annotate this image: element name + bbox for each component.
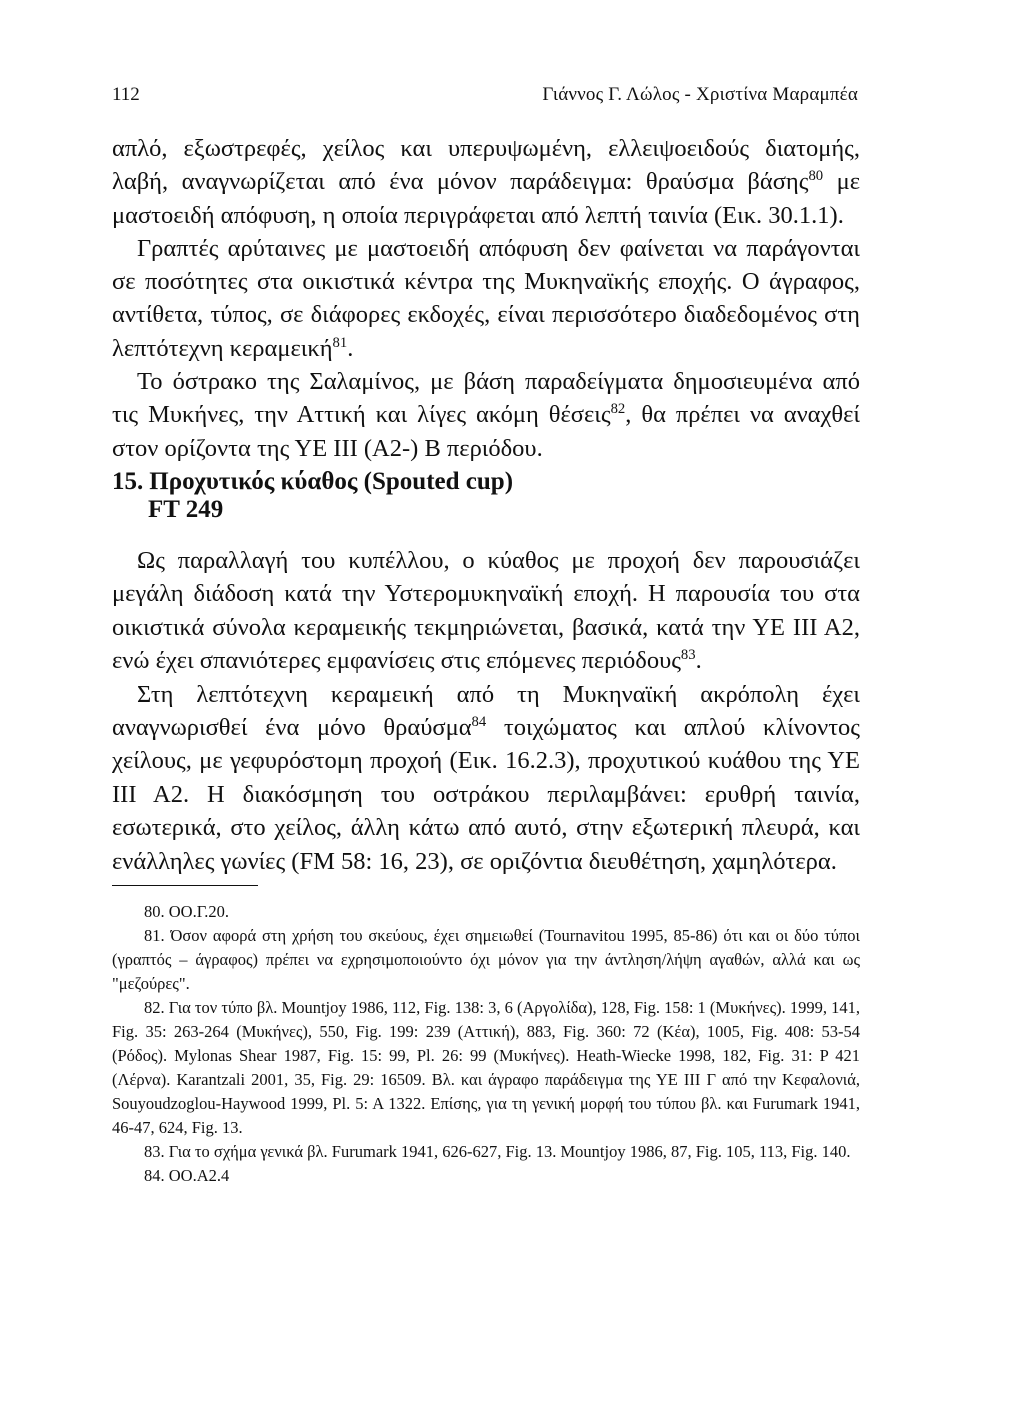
- paragraph: [112, 544, 860, 678]
- text: .: [347, 334, 354, 362]
- footnote-ref: 82: [610, 401, 626, 418]
- section-number: 15.: [112, 468, 144, 495]
- footnote-ref: 83: [680, 647, 696, 664]
- body-text-section: [112, 544, 860, 878]
- running-head: Γιάννος Γ. Λώλος - Χριστίνα Μαραμπέα: [542, 84, 858, 105]
- text: Το όστρακο της Σαλαμίνος, με βάση παραδείγματα δημοσιευμένα από τις Μυκήνες, την Αττική και λίγες ακόμη θέσεις: [112, 368, 860, 429]
- footnote-ref: 80: [808, 168, 824, 185]
- footnote-ref: 81: [332, 334, 348, 351]
- body-text-top: [112, 132, 860, 465]
- footnote-divider: [112, 885, 258, 886]
- text: Ως παραλλαγή του κυπέλλου, ο κύαθος με προχοή δεν παρουσιάζει μεγάλη διάδοση κατά την Υστερομυκηναϊκή εποχή. Η παρουσία του στα οικιστικά σύνολα κεραμεικής τεκμηριώνεται, βασικά, κατά την ΥΕ ΙΙΙ Α2, ενώ έχει σπανιότερες εμφανίσεις στις επόμενες περιόδους: [112, 547, 860, 675]
- text: με μαστοειδή απόφυση, η οποία περιγράφεται από λεπτή ταινία (Εικ. 30.1.1).: [112, 168, 860, 229]
- text: απλό, εξωστρεφές, χείλος και υπερυψωμένη, ελλειψοειδούς διατομής, λαβή, αναγνωρίζεται από ένα μόνον παράδειγμα: θραύσμα βάσης: [112, 135, 860, 196]
- page-header: [112, 84, 858, 114]
- footnote-ref: 84: [471, 713, 487, 730]
- footnote: 82. Για τον τύπο βλ. Mountjoy 1986, 112, Fig. 138: 3, 6 (Αργολίδα), 128, Fig. 158: 1 (Μυκήνες). 1999, 141, Fig. 35: 263-264 (Μυκήνες), 550, Fig. 199: 239 (Αττική), 883, Fig. 360: 72 (Κέα), 1005, Fig. 408: 53-54 (Ρόδος). Mylonas Shear 1987, Fig. 15: 99, Pl. 26: 99 (Μυκήνες). Heath-Wiecke 1998, 182, Fig. 31: P 421 (Λέρνα). Karantzali 2001, 35, Fig. 29: 16509. Βλ. και άγραφο παράδειγμα της ΥΕ ΙΙΙ Γ από την Κεφαλονιά, Souyoudzoglou-Haywood 1999, Pl. 5: A 1322. Επίσης, για τη γενική μορφή του τύπου βλ. και Furumark 1941, 46-47, 624, Fig. 13.: [112, 998, 860, 1137]
- section-heading: [112, 466, 513, 498]
- footnote: 84. ΟΟ.Α2.4: [144, 1166, 230, 1185]
- text: , θα πρέπει να αναχθεί στον ορίζοντα της ΥΕ ΙΙΙ (Α2-) Β περιόδου.: [112, 401, 860, 462]
- text: .: [695, 647, 702, 675]
- paragraph: [112, 132, 860, 232]
- text: Γραπτές αρύταινες με μαστοειδή απόφυση δεν φαίνεται να παράγονται σε ποσότητες στα οικιστικά κέντρα της Μυκηναϊκής εποχής. Ο άγραφος, αντίθετα, τύπος, σε διάφορες εκδοχές, είναι περισσότερο διαδεδομένος στη λεπτότεχνη κεραμεική: [112, 234, 860, 362]
- paragraph: [112, 678, 860, 878]
- section-title: Προχυτικός κύαθος (Spouted cup): [149, 468, 514, 495]
- catalogue-number: FT 249: [148, 496, 224, 523]
- footnote: 81. Όσον αφορά στη χρήση του σκεύους, έχει σημειωθεί (Tournavitou 1995, 85-86) ότι και οι δύο τύποι (γραπτός – άγραφος) πρέπει να εχρησιμοποιούντο όχι μόνον για την άντληση/λήψη αγαθών, αλλά και ως "μεζούρες".: [112, 926, 860, 993]
- text: τοιχώματος και απλού κλίνοντος χείλους, με γεφυρόστομη προχοή (Εικ. 16.2.3), προχυτικού κυάθου της ΥΕ ΙΙΙ Α2. Η διακόσμηση του οστράκου περιλαμβάνει: ερυθρή ταινία, εσωτερικά, στο χείλος, άλλη κάτω από αυτό, στην εξωτερική πλευρά, και ενάλληλες γωνίες (FM 58: 16, 23), σε οριζόντια διευθέτηση, χαμηλότερα.: [112, 714, 860, 875]
- footnote: 83. Για το σχήμα γενικά βλ. Furumark 1941, 626-627, Fig. 13. Mountjoy 1986, 87, Fig. 105, 113, Fig. 140.: [144, 1142, 851, 1161]
- footnote: 80. ΟΟ.Γ.20.: [144, 902, 230, 921]
- footnotes: [112, 900, 860, 1188]
- text: Στη λεπτότεχνη κεραμεική από τη Μυκηναϊκή ακρόπολη έχει αναγνωρισθεί ένα μόνο θραύσμα: [112, 680, 860, 742]
- page-number: 112: [112, 84, 140, 105]
- paragraph: [112, 365, 860, 465]
- paragraph: [112, 232, 860, 365]
